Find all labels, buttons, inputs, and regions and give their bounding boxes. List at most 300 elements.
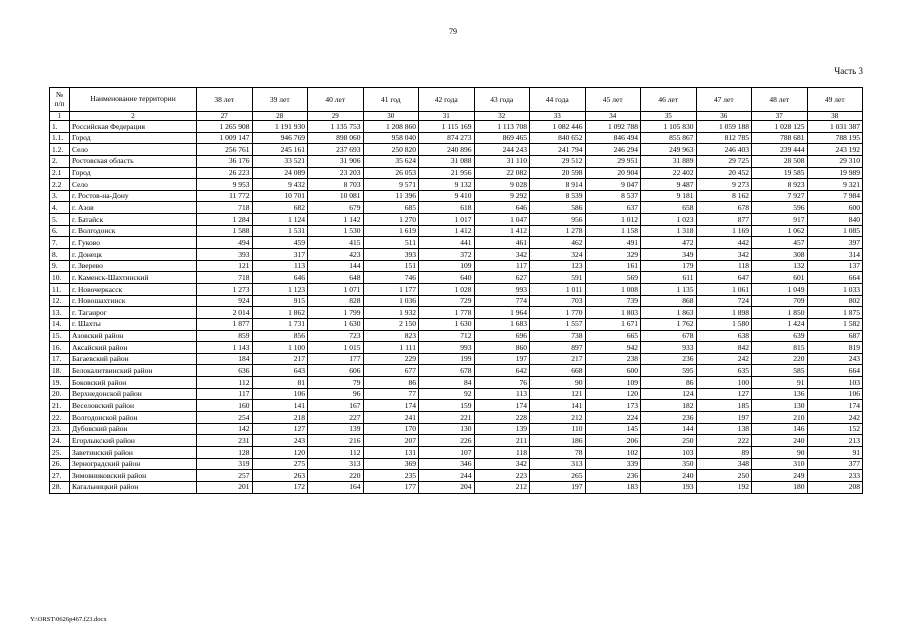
table-row	[50, 318, 863, 330]
territory-name: Ростовская область	[70, 155, 197, 167]
population-value: 1 017	[419, 214, 475, 226]
population-value: 243 192	[807, 144, 863, 156]
population-value: 244	[419, 470, 475, 482]
population-value: 472	[641, 237, 697, 249]
population-value: 227	[308, 412, 364, 424]
population-value: 9 273	[696, 179, 752, 191]
population-value: 241 794	[530, 144, 586, 156]
population-value: 9 410	[419, 190, 475, 202]
population-value: 369	[363, 458, 419, 470]
population-value: 159	[419, 400, 475, 412]
row-index: 3.	[50, 190, 70, 202]
territory-name: г. Таганрог	[70, 307, 197, 319]
column-header: 43 года	[474, 88, 530, 112]
population-value: 1 031 387	[807, 121, 863, 133]
population-value: 193	[641, 481, 697, 493]
population-value: 197	[474, 353, 530, 365]
population-value: 240	[752, 435, 808, 447]
population-value: 117	[474, 260, 530, 272]
population-value: 210	[752, 412, 808, 424]
population-value: 423	[308, 249, 364, 261]
population-value: 319	[197, 458, 253, 470]
territory-name: г. Каменск-Шахтинский	[70, 272, 197, 284]
population-value: 1 124	[252, 214, 308, 226]
population-value: 86	[363, 377, 419, 389]
population-value: 31 110	[474, 155, 530, 167]
population-value: 240	[641, 470, 697, 482]
population-value: 31 889	[641, 155, 697, 167]
territory-name: Белокалитвинский район	[70, 365, 197, 377]
row-index: 25.	[50, 446, 70, 458]
territory-name: Зерноградский район	[70, 458, 197, 470]
population-value: 20 598	[530, 167, 586, 179]
population-value: 1 105 830	[641, 121, 697, 133]
population-value: 31 906	[308, 155, 364, 167]
column-number: 31	[419, 112, 475, 121]
population-value: 9 487	[641, 179, 697, 191]
population-value: 131	[363, 446, 419, 458]
table-row	[50, 179, 863, 191]
table-row	[50, 342, 863, 354]
population-value: 1 273	[197, 283, 253, 295]
territory-name: г. Гуково	[70, 237, 197, 249]
territory-name: Село	[70, 179, 197, 191]
population-value: 1 191 930	[252, 121, 308, 133]
row-index: 15.	[50, 330, 70, 342]
territory-name: г. Батайск	[70, 214, 197, 226]
population-value: 212	[530, 412, 586, 424]
table-row	[50, 237, 863, 249]
population-value: 152	[807, 423, 863, 435]
population-value: 112	[308, 446, 364, 458]
population-value: 19 585	[752, 167, 808, 179]
population-value: 1 898	[696, 307, 752, 319]
population-value: 249 963	[641, 144, 697, 156]
table-row	[50, 144, 863, 156]
population-value: 10 701	[252, 190, 308, 202]
population-value: 2 150	[363, 318, 419, 330]
population-value: 569	[585, 272, 641, 284]
population-value: 1 012	[585, 214, 641, 226]
population-value: 665	[585, 330, 641, 342]
column-header: № п/п	[50, 88, 70, 112]
population-value: 22 082	[474, 167, 530, 179]
table-row	[50, 330, 863, 342]
population-value: 342	[474, 249, 530, 261]
population-value: 1 877	[197, 318, 253, 330]
population-value: 324	[530, 249, 586, 261]
population-value: 664	[807, 365, 863, 377]
population-value: 637	[585, 202, 641, 214]
population-value: 138	[696, 423, 752, 435]
population-value: 459	[252, 237, 308, 249]
population-value: 121	[197, 260, 253, 272]
population-value: 718	[197, 202, 253, 214]
population-value: 600	[807, 202, 863, 214]
population-value: 664	[807, 272, 863, 284]
population-value: 246 294	[585, 144, 641, 156]
population-value: 511	[363, 237, 419, 249]
population-value: 739	[585, 295, 641, 307]
territory-name: г. Зверево	[70, 260, 197, 272]
population-value: 1 092 788	[585, 121, 641, 133]
population-value: 127	[696, 388, 752, 400]
population-value: 1 412	[419, 225, 475, 237]
population-value: 585	[752, 365, 808, 377]
row-index: 28.	[50, 481, 70, 493]
population-value: 9 321	[807, 179, 863, 191]
population-value: 102	[585, 446, 641, 458]
population-value: 638	[696, 330, 752, 342]
table-row	[50, 400, 863, 412]
territory-name: г. Волгодонск	[70, 225, 197, 237]
row-index: 12.	[50, 295, 70, 307]
column-number: 36	[696, 112, 752, 121]
column-number: 28	[252, 112, 308, 121]
territory-name: г. Шахты	[70, 318, 197, 330]
population-value: 118	[474, 446, 530, 458]
population-value: 204	[419, 481, 475, 493]
population-value: 185	[696, 400, 752, 412]
row-index: 27.	[50, 470, 70, 482]
population-value: 897	[530, 342, 586, 354]
population-value: 1 850	[752, 307, 808, 319]
column-number: 29	[308, 112, 364, 121]
population-value: 33 521	[252, 155, 308, 167]
population-value: 11 772	[197, 190, 253, 202]
population-value: 23 203	[308, 167, 364, 179]
table-row	[50, 307, 863, 319]
population-value: 1 588	[197, 225, 253, 237]
population-value: 393	[197, 249, 253, 261]
population-value: 9 953	[197, 179, 253, 191]
population-value: 1 412	[474, 225, 530, 237]
population-value: 106	[807, 388, 863, 400]
population-value: 113	[474, 388, 530, 400]
population-value: 218	[252, 412, 308, 424]
population-value: 141	[252, 400, 308, 412]
row-index: 21.	[50, 400, 70, 412]
population-value: 859	[197, 330, 253, 342]
population-value: 212	[474, 481, 530, 493]
population-value: 179	[641, 260, 697, 272]
population-value: 120	[585, 388, 641, 400]
population-value: 1 011	[530, 283, 586, 295]
population-value: 199	[419, 353, 475, 365]
row-index: 13.	[50, 307, 70, 319]
population-value: 29 951	[585, 155, 641, 167]
population-value: 20 904	[585, 167, 641, 179]
population-value: 245 161	[252, 144, 308, 156]
population-value: 36 176	[197, 155, 253, 167]
population-value: 216	[308, 435, 364, 447]
population-value: 1 028 125	[752, 121, 808, 133]
population-value: 9 432	[252, 179, 308, 191]
territory-name: Кагальницкий район	[70, 481, 197, 493]
population-value: 146	[752, 423, 808, 435]
population-value: 442	[696, 237, 752, 249]
population-value: 141	[530, 400, 586, 412]
territory-name: г. Азов	[70, 202, 197, 214]
population-value: 596	[752, 202, 808, 214]
population-value: 313	[308, 458, 364, 470]
population-value: 788 195	[807, 132, 863, 144]
population-value: 877	[696, 214, 752, 226]
column-header: 48 лет	[752, 88, 808, 112]
population-value: 124	[641, 388, 697, 400]
column-number: 1	[50, 112, 70, 121]
population-value: 173	[585, 400, 641, 412]
population-value: 308	[752, 249, 808, 261]
population-value: 161	[585, 260, 641, 272]
population-value: 128	[197, 446, 253, 458]
population-value: 35 624	[363, 155, 419, 167]
population-value: 86	[641, 377, 697, 389]
population-value: 233	[807, 470, 863, 482]
population-value: 250 820	[363, 144, 419, 156]
population-value: 29 725	[696, 155, 752, 167]
population-value: 677	[363, 365, 419, 377]
population-value: 1 015	[308, 342, 364, 354]
column-number: 30	[363, 112, 419, 121]
population-value: 738	[530, 330, 586, 342]
row-index: 9.	[50, 260, 70, 272]
population-value: 618	[419, 202, 475, 214]
population-value: 1 731	[252, 318, 308, 330]
population-value: 7 984	[807, 190, 863, 202]
population-value: 687	[807, 330, 863, 342]
table-row	[50, 167, 863, 179]
territory-name: Зимовниковский район	[70, 470, 197, 482]
population-value: 647	[696, 272, 752, 284]
population-value: 239 444	[752, 144, 808, 156]
population-value: 668	[530, 365, 586, 377]
column-number: 33	[530, 112, 586, 121]
population-value: 643	[252, 365, 308, 377]
population-value: 1 630	[308, 318, 364, 330]
population-value: 1 557	[530, 318, 586, 330]
population-value: 9 181	[641, 190, 697, 202]
population-value: 685	[363, 202, 419, 214]
population-value: 1 143	[197, 342, 253, 354]
population-value: 275	[252, 458, 308, 470]
row-index: 7.	[50, 237, 70, 249]
row-index: 18.	[50, 365, 70, 377]
population-value: 207	[363, 435, 419, 447]
part-label: Часть 3	[834, 66, 863, 76]
territory-name: г. Новочеркасск	[70, 283, 197, 295]
population-value: 812 785	[696, 132, 752, 144]
table-row	[50, 272, 863, 284]
population-value: 1 082 446	[530, 121, 586, 133]
population-value: 242	[807, 412, 863, 424]
table-row	[50, 249, 863, 261]
population-value: 313	[530, 458, 586, 470]
population-value: 1 100	[252, 342, 308, 354]
population-value: 342	[474, 458, 530, 470]
population-value: 77	[363, 388, 419, 400]
population-value: 8 537	[585, 190, 641, 202]
population-value: 1 862	[252, 307, 308, 319]
population-value: 1 630	[419, 318, 475, 330]
population-value: 79	[308, 377, 364, 389]
population-value: 1 111	[363, 342, 419, 354]
population-value: 1 582	[807, 318, 863, 330]
table-row	[50, 353, 863, 365]
population-value: 231	[197, 435, 253, 447]
population-value: 265	[530, 470, 586, 482]
population-value: 874 273	[419, 132, 475, 144]
table-row	[50, 365, 863, 377]
row-index: 1.2.	[50, 144, 70, 156]
population-value: 1 799	[308, 307, 364, 319]
population-value: 220	[752, 353, 808, 365]
population-value: 90	[530, 377, 586, 389]
population-value: 1 177	[363, 283, 419, 295]
population-value: 89	[696, 446, 752, 458]
population-value: 172	[252, 481, 308, 493]
population-value: 958 040	[363, 132, 419, 144]
population-value: 639	[752, 330, 808, 342]
population-value: 29 310	[807, 155, 863, 167]
population-value: 1 142	[308, 214, 364, 226]
population-value: 217	[252, 353, 308, 365]
population-value: 828	[308, 295, 364, 307]
population-value: 221	[419, 412, 475, 424]
population-value: 109	[585, 377, 641, 389]
population-value: 788 681	[752, 132, 808, 144]
population-value: 228	[474, 412, 530, 424]
row-index: 11.	[50, 283, 70, 295]
population-value: 186	[530, 435, 586, 447]
population-value: 182	[641, 400, 697, 412]
territory-name: Багаевский район	[70, 353, 197, 365]
population-value: 718	[197, 272, 253, 284]
table-row	[50, 132, 863, 144]
population-value: 646	[252, 272, 308, 284]
territory-name: г. Новошахтинск	[70, 295, 197, 307]
population-value: 678	[419, 365, 475, 377]
population-value: 1 047	[474, 214, 530, 226]
population-value: 177	[308, 353, 364, 365]
population-value: 250	[696, 470, 752, 482]
population-value: 840 652	[530, 132, 586, 144]
footer-file-path: Y:\ORST\0626p467.f23.docx	[30, 616, 107, 623]
population-value: 183	[585, 481, 641, 493]
population-value: 197	[530, 481, 586, 493]
page-number: 79	[449, 27, 457, 36]
row-index: 1.1.	[50, 132, 70, 144]
population-value: 243	[252, 435, 308, 447]
population-value: 192	[696, 481, 752, 493]
population-value: 712	[419, 330, 475, 342]
column-header: 39 лет	[252, 88, 308, 112]
population-value: 112	[197, 377, 253, 389]
population-value: 139	[474, 423, 530, 435]
population-value: 1 135 753	[308, 121, 364, 133]
population-value: 241	[363, 412, 419, 424]
population-value: 174	[474, 400, 530, 412]
row-index: 8.	[50, 249, 70, 261]
population-value: 724	[696, 295, 752, 307]
population-value: 96	[308, 388, 364, 400]
population-value: 91	[807, 446, 863, 458]
population-value: 1 023	[641, 214, 697, 226]
column-header: 47 лет	[696, 88, 752, 112]
population-value: 397	[807, 237, 863, 249]
population-value: 679	[308, 202, 364, 214]
population-value: 1 113 708	[474, 121, 530, 133]
column-number: 37	[752, 112, 808, 121]
table-row	[50, 295, 863, 307]
population-value: 257	[197, 470, 253, 482]
population-value: 1 932	[363, 307, 419, 319]
population-value: 28 508	[752, 155, 808, 167]
row-index: 1.	[50, 121, 70, 133]
population-value: 601	[752, 272, 808, 284]
population-value: 377	[807, 458, 863, 470]
population-value: 29 512	[530, 155, 586, 167]
population-value: 819	[807, 342, 863, 354]
population-value: 26 223	[197, 167, 253, 179]
population-table	[49, 87, 863, 494]
population-value: 1 318	[641, 225, 697, 237]
population-value: 1 123	[252, 283, 308, 295]
territory-name: Заветинский район	[70, 446, 197, 458]
population-value: 348	[696, 458, 752, 470]
population-value: 90	[752, 446, 808, 458]
population-value: 1 424	[752, 318, 808, 330]
table-row	[50, 458, 863, 470]
population-value: 91	[752, 377, 808, 389]
territory-name: Российская Федерация	[70, 121, 197, 133]
population-value: 774	[474, 295, 530, 307]
population-value: 123	[530, 260, 586, 272]
population-value: 1 208 860	[363, 121, 419, 133]
population-value: 197	[696, 412, 752, 424]
population-value: 1 085	[807, 225, 863, 237]
population-value: 213	[807, 435, 863, 447]
population-value: 993	[419, 342, 475, 354]
table-row	[50, 481, 863, 493]
population-value: 441	[419, 237, 475, 249]
population-value: 9 292	[474, 190, 530, 202]
column-header: 44 года	[530, 88, 586, 112]
population-value: 600	[585, 365, 641, 377]
population-value: 31 088	[419, 155, 475, 167]
population-value: 595	[641, 365, 697, 377]
population-value: 237 693	[308, 144, 364, 156]
population-value: 627	[474, 272, 530, 284]
population-value: 144	[641, 423, 697, 435]
population-value: 815	[752, 342, 808, 354]
population-value: 1 530	[308, 225, 364, 237]
population-value: 8 162	[696, 190, 752, 202]
population-value: 917	[752, 214, 808, 226]
population-value: 1 683	[474, 318, 530, 330]
population-value: 249	[752, 470, 808, 482]
population-value: 103	[641, 446, 697, 458]
population-value: 678	[696, 202, 752, 214]
population-value: 746	[363, 272, 419, 284]
population-value: 9 047	[585, 179, 641, 191]
population-value: 1 169	[696, 225, 752, 237]
population-value: 9 571	[363, 179, 419, 191]
population-value: 709	[752, 295, 808, 307]
territory-name: Волгодонской район	[70, 412, 197, 424]
population-value: 223	[474, 470, 530, 482]
population-value: 130	[752, 400, 808, 412]
